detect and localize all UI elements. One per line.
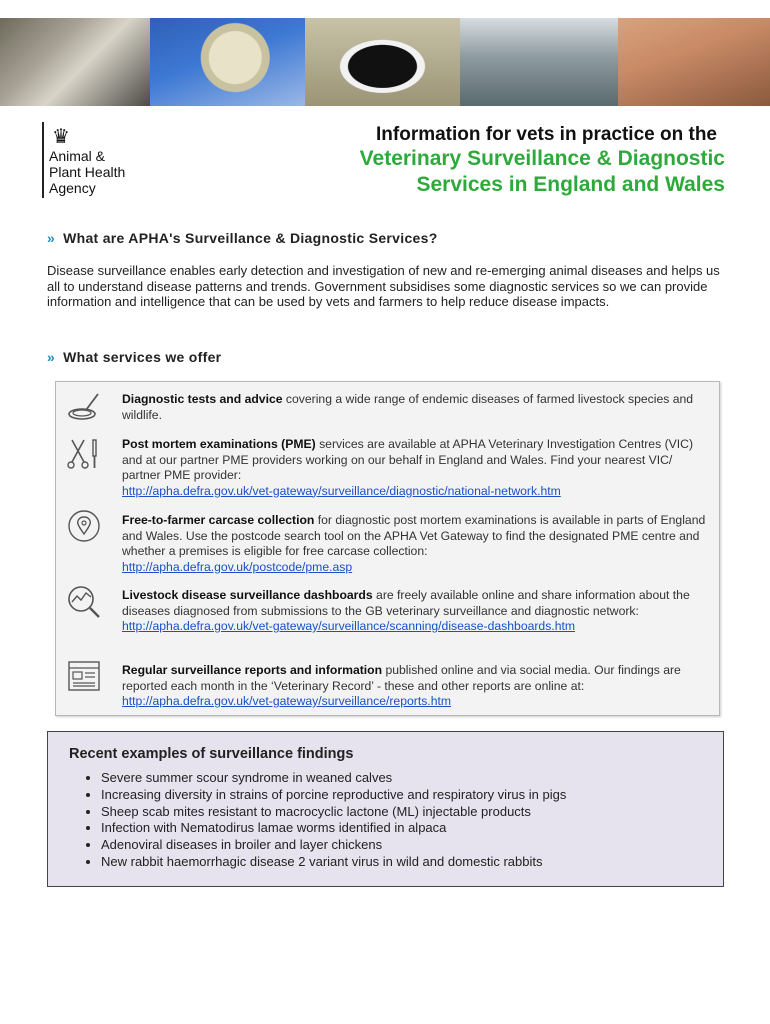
apha-logo (42, 120, 162, 200)
service-post-mortem (122, 437, 714, 499)
link-disease-dashboards[interactable]: http://apha.defra.gov.uk/vet-gateway/surveillance/scanning/disease-dashboards.htm (122, 619, 576, 633)
link-postcode-pme[interactable]: http://apha.defra.gov.uk/postcode/pme.asp (122, 559, 353, 574)
list-item: • Increasing diversity in strains of porcine reproductive and respiratory virus in pigs (101, 787, 566, 804)
service-text: services are available at APHA Veterinary Investigation Centres (VIC) and at our partner PME providers working on our behalf in England and Wales. Find your nearest VIC/ partner PME provider: (122, 437, 693, 482)
service-title: Livestock disease surveillance dashboards (122, 588, 373, 602)
photo-vets (460, 18, 618, 106)
list-item: • Adenoviral diseases in broiler and layer chickens (101, 837, 566, 854)
page-title-line3: Services in England and Wales (416, 173, 725, 196)
logo-bar (42, 122, 44, 198)
photo-cow (305, 18, 460, 106)
photo-petri-dish (150, 18, 305, 106)
page-title (305, 146, 725, 198)
surgical-tools-icon (66, 436, 102, 472)
page-title-line1: Information for vets in practice on the (376, 124, 717, 145)
service-carcase-collection (122, 513, 714, 575)
chevron-icon: » (47, 349, 56, 365)
link-surveillance-reports[interactable]: http://apha.defra.gov.uk/vet-gateway/surveillance/reports.htm (122, 694, 452, 708)
section-heading-about-text: What are APHA's Surveillance & Diagnostic Services? (63, 230, 438, 246)
chevron-icon: » (47, 230, 56, 246)
list-item: • New rabbit haemorrhagic disease 2 variant virus in wild and domestic rabbits (101, 854, 566, 871)
service-diagnostic-tests (122, 392, 714, 423)
list-item: • Infection with Nematodirus lamae worms identified in alpaca (101, 820, 566, 837)
royal-crest-icon: ♛ (52, 126, 70, 148)
services-box (55, 381, 720, 716)
photo-sheep (0, 18, 150, 106)
list-item: • Severe summer scour syndrome in weaned calves (101, 770, 566, 787)
service-text: covering a wide range of endemic diseases of farmed livestock species and wildlife. (122, 392, 694, 422)
link-national-network[interactable]: http://apha.defra.gov.uk/vet-gateway/surveillance/diagnostic/national-network.htm (122, 483, 561, 498)
service-title: Free-to-farmer carcase collection (122, 513, 315, 527)
service-title: Post mortem examinations (PME) (122, 437, 316, 451)
dashboard-magnifier-icon (66, 584, 102, 620)
photo-banner (0, 18, 770, 106)
service-title: Diagnostic tests and advice (122, 392, 283, 406)
page-title-line2: Veterinary Surveillance & Diagnostic (359, 147, 725, 170)
findings-box (47, 731, 724, 887)
list-item: • Sheep scab mites resistant to macrocyclic lactone (ML) injectable products (101, 804, 566, 821)
findings-heading: Recent examples of surveillance findings (69, 746, 354, 762)
logo-text: Animal & Plant Health Agency (49, 148, 126, 196)
service-text: are freely available online and share information about the diseases diagnosed from submissions to the GB veterinary surveillance and diagnostic network: (122, 588, 690, 618)
service-text: published online and via social media. Our findings are reported each month in the ‘Veterinary Record’ - these and other reports are online at: (122, 663, 681, 693)
report-document-icon (66, 658, 102, 694)
service-reports (122, 663, 714, 710)
intro-paragraph: Disease surveillance enables early detection and investigation of new and re-emerging animal diseases and helps us all to understand disease patterns and trends. Government subsidises some diagnostic services so we can provide information and intelligence that can be used by vets and farmers to help reduce disease impacts. (47, 263, 720, 309)
section-heading-services (47, 349, 221, 365)
service-dashboards (122, 588, 714, 635)
photo-pigs (618, 18, 770, 106)
findings-list (77, 770, 566, 871)
service-title: Regular surveillance reports and information (122, 663, 383, 677)
section-heading-about (47, 230, 438, 246)
service-text: for diagnostic post mortem examinations is available in parts of England and Wales. Use the postcode search tool on the APHA Vet Gateway to find the designated PME centre and whether a premises is eligible for free carcase collection: (122, 513, 706, 558)
section-heading-services-text: What services we offer (63, 349, 222, 365)
petri-dish-icon (66, 388, 102, 424)
location-pin-icon (66, 508, 102, 544)
